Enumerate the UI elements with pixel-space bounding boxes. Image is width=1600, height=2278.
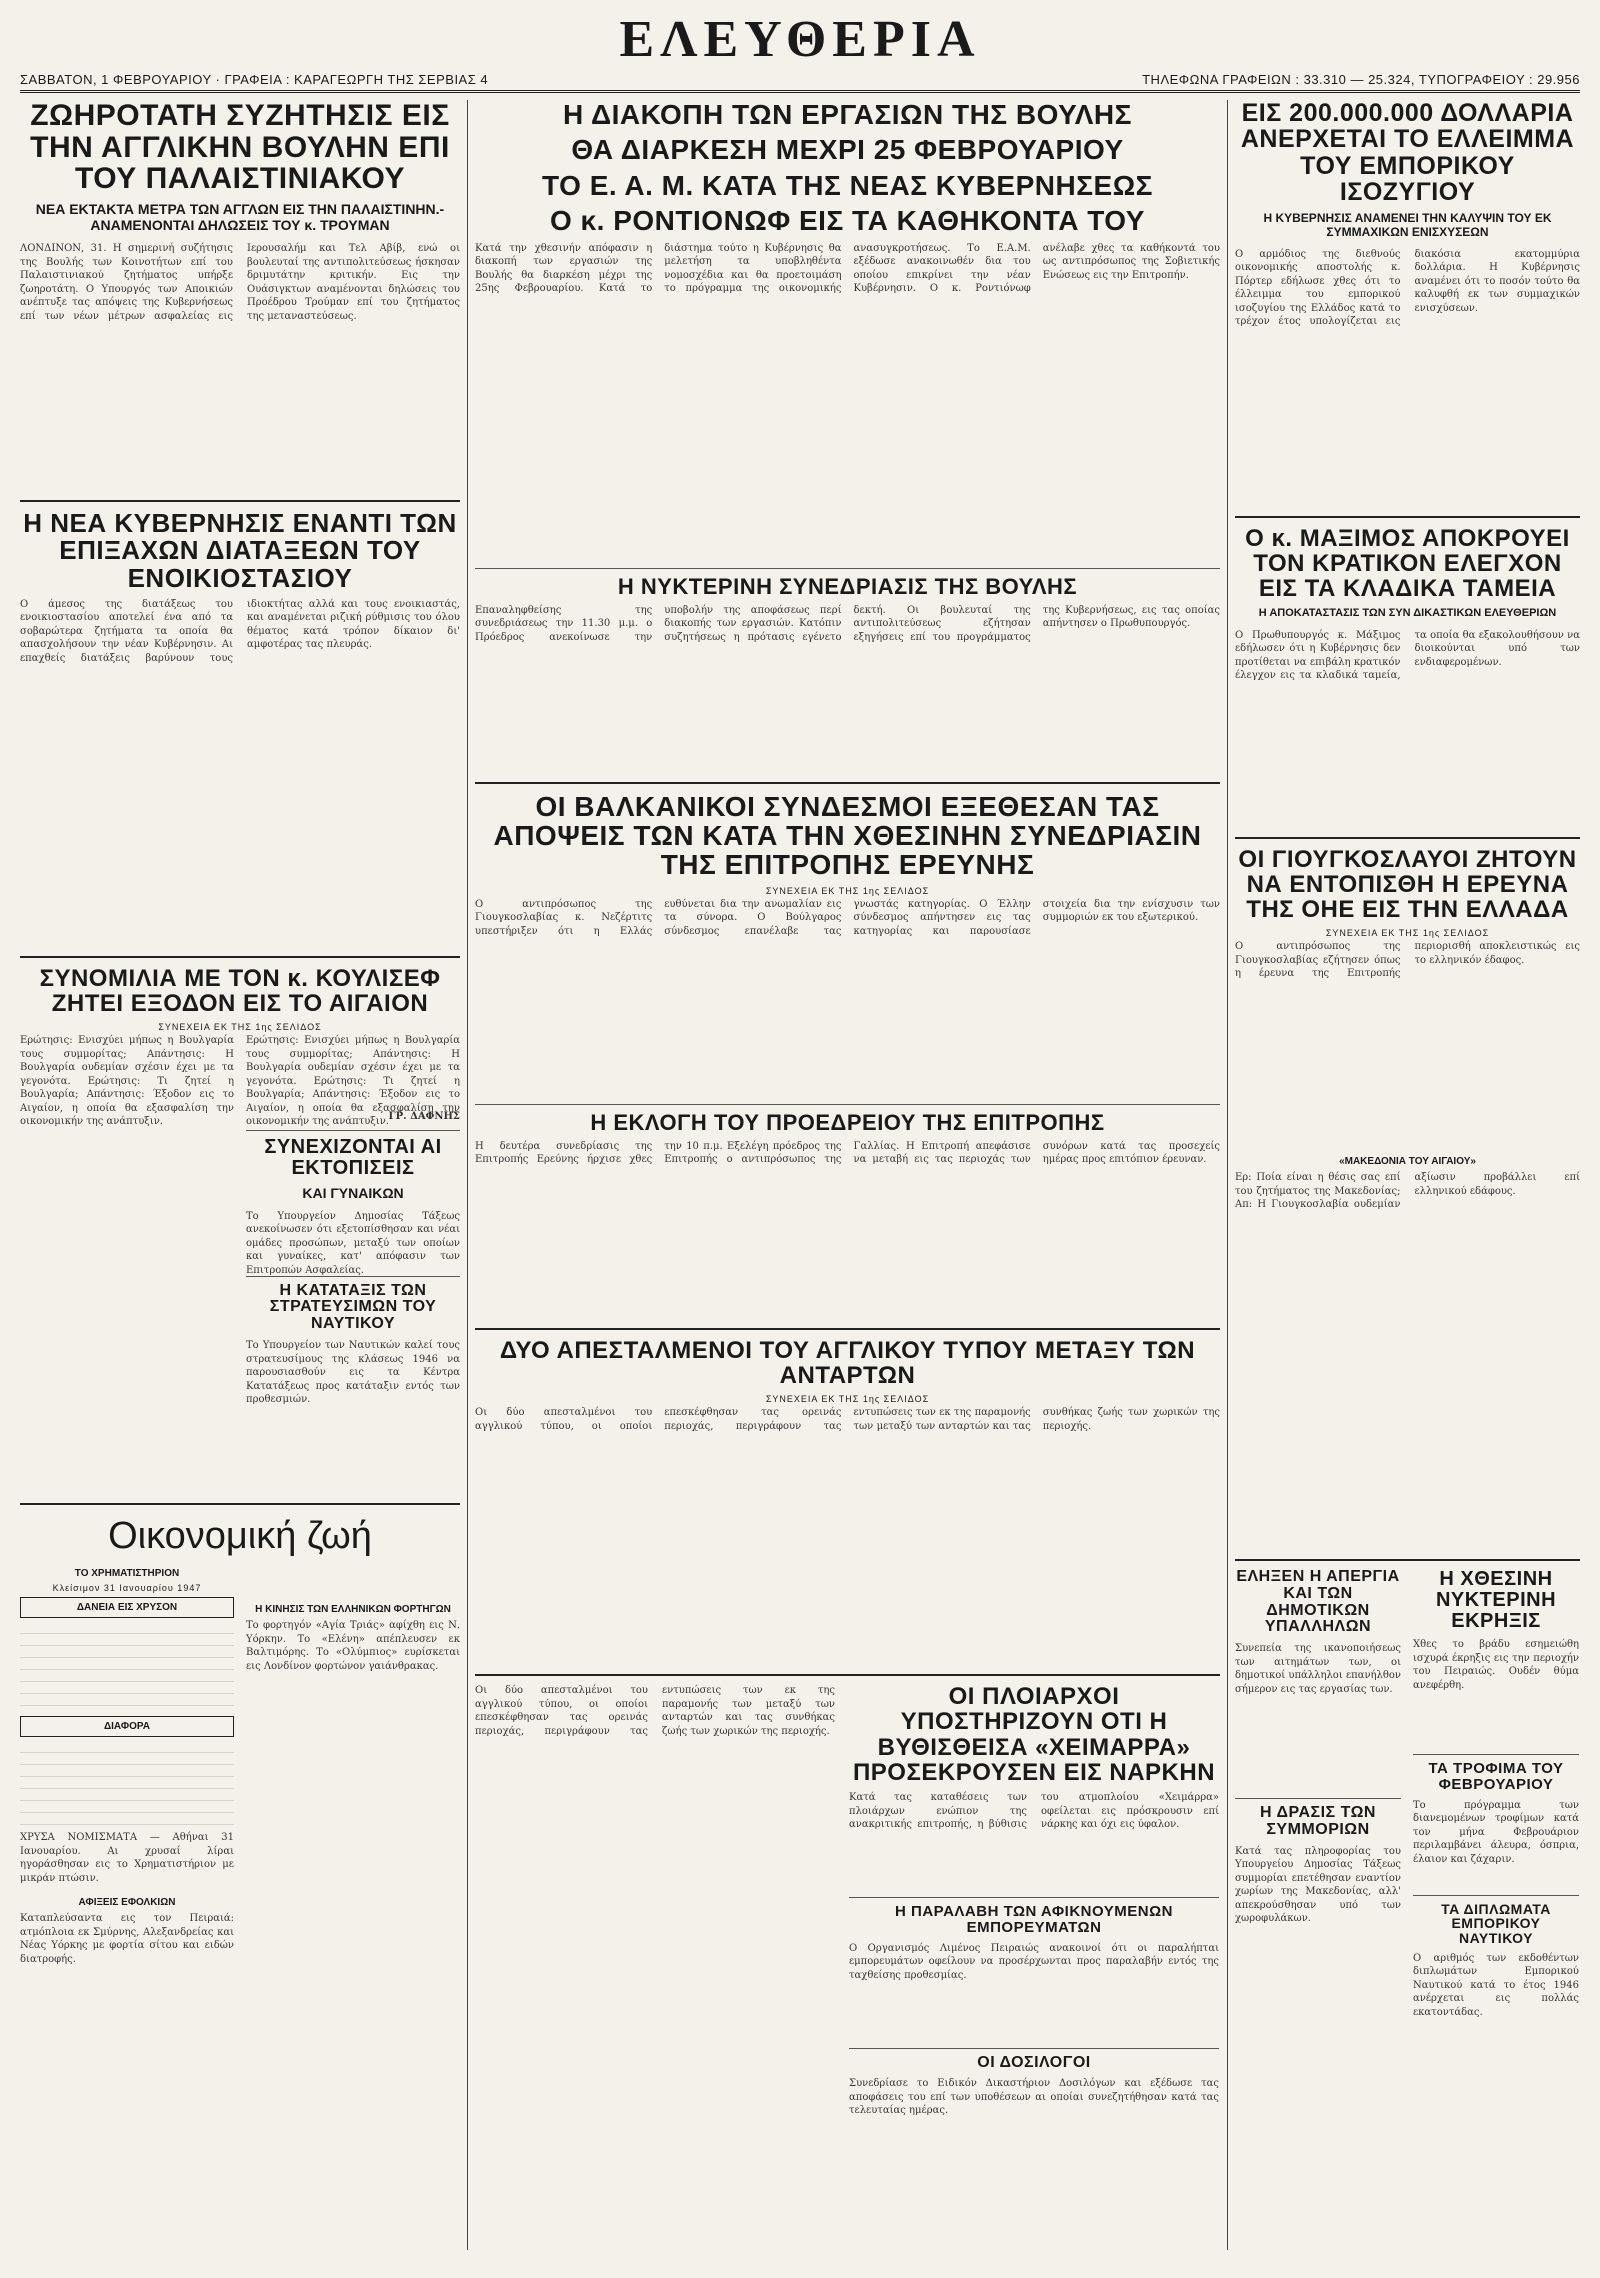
headline-maximos: Ο κ. ΜΑΞΙΜΟΣ ΑΠΟΚΡΟΥΕΙ ΤΟΝ ΚΡΑΤΙΚΟΝ ΕΛΕΓΧΟΝ ΕΙΣ ΤΑ ΚΛΑΔΙΚΑ ΤΑΜΕΙΑ [1245,524,1570,603]
byline: ΓΡ. ΔΑΦΝΗΣ [388,1111,460,1123]
misc-table [20,1741,234,1831]
article-british-reporters: Οι δύο απεσταλμένοι του αγγλικού τύπου, οι οποίοι επεσκέφθησαν τας ορεινάς περιοχάς, περιγράφουν τας εντυπώσεις των εκ της παραμονής των μεταξύ των ανταρτών και τας συνθήκας ζωής των χωρικών της περιοχής. [475,1407,1220,1432]
headline-committee-bureau: Η ΕΚΛΟΓΗ ΤΟΥ ΠΡΟΕΔΡΕΙΟΥ ΤΗΣ ΕΠΙΤΡΟΠΗΣ [590,1109,1105,1135]
article-gangs: Κατά τας πληροφορίας του Υπουργείου Δημοσίας Τάξεως συμμορίαι επετέθησαν εναντίον χωρίων της Μακεδονίας, αλλ' απεκρούσθησαν υπό των χωροφυλάκων. [1235,1845,1401,1925]
divider [20,956,460,958]
headline-navy-conscripts: Η ΚΑΤΑΤΑΞΙΣ ΤΩΝ ΣΤΡΑΤΕΥΣΙΜΩΝ ΤΟΥ ΝΑΥΤΙΚΟΥ [269,1281,437,1333]
article-deportations: Το Υπουργείον Δημοσίας Τάξεως ανεκοίνωσεν ότι εξετοπίσθησαν και νέαι ομάδες προσώπων, μεταξύ των οποίων και γυναίκες, κατ' απόφασιν των Επιτροπών Ασφαλείας. [246,1210,460,1276]
divider [475,782,1220,784]
stock-exchange-title: ΤΟ ΧΡΗΜΑΤΙΣΤΗΡΙΟΝ [74,1568,180,1580]
divider [1235,516,1580,518]
divider [475,1674,1220,1676]
subhead-maximos: Η ΑΠΟΚΑΤΑΣΤΑΣΙΣ ΤΩΝ ΣΥΝ ΔΙΚΑΣΤΙΚΩΝ ΕΛΕΥΘΕΡΙΩΝ [1258,607,1557,620]
masthead-date-address: ΣΑΒΒΑΤΟΝ, 1 ΦΕΒΡΟΥΑΡΙΟΥ · ΓΡΑΦΕΙΑ : ΚΑΡΑΓΕΩΡΓΗ ΤΗΣ ΣΕΡΒΙΑΣ 4 [20,72,489,87]
headline-kulishev: ΣΥΝΟΜΙΛΙΑ ΜΕ ΤΟΝ κ. ΚΟΥΛΙΣΕΦ ΖΗΤΕΙ ΕΞΟΔΟΝ ΕΙΣ ΤΟ ΑΙΓΑΙΟΝ [39,964,441,1018]
divider [20,1503,460,1505]
divider [1413,1895,1579,1896]
headline-trade-deficit: ΕΙΣ 200.000.000 ΔΟΛΛΑΡΙΑ ΑΝΕΡΧΕΤΑΙ ΤΟ ΕΛΛΕΙΜΜΑ ΤΟΥ ΕΜΠΟΡΙΚΟΥ ΙΣΟΖΥΓΙΟΥ [1240,99,1575,206]
article-committee-bureau: Η δευτέρα συνεδρίασις της Επιτροπής Ερεύνης ήρχισε χθες την 10 π.μ. Εξελέγη πρόεδρος της Επιτροπής ο αντιπρόσωπος της Γαλλίας. Η Επιτροπή απεφάσισε να μεταβή εις τας περιοχάς των συνόρων κατά τας προσεχείς ημέρας προς επιτόπιον έρευναν. [475,1140,1220,1166]
article-collaborators: Συνεδρίασε το Ειδικόν Δικαστήριον Δοσιλόγων και εξέδωσε τας αποφάσεις του επί των υποθέσεων αι οποίαι συνεζητήθησαν κατά τας τελευταίας ημέρας. [849,2078,1219,2117]
divider [475,568,1220,569]
headline-cheimarra: ΟΙ ΠΛΟΙΑΡΧΟΙ ΥΠΟΣΤΗΡΙΖΟΥΝ ΟΤΙ Η ΒΥΘΙΣΘΕΙΣΑ «ΧΕΙΜΑΡΡΑ» ΠΡΟΣΕΚΡΟΥΣΕΝ ΕΙΣ ΝΑΡΚΗΝ [852,1683,1216,1786]
divider [849,1897,1219,1898]
headline-food-rations: ΤΑ ΤΡΟΦΙΜΑ ΤΟΥ ΦΕΒΡΟΥΑΡΙΟΥ [1428,1760,1564,1793]
article-cheimarra: Κατά τας καταθέσεις των πλοιάρχων ενώπιον της ανακριτικής επιτροπής, η βύθισις του ατμοπλοίου «Χειμάρρα» οφείλεται εις πρόσκρουσιν επί νάρκης και όχι εις ύφαλον. [849,1792,1219,1831]
headline-strike: ΕΛΗΞΕΝ Η ΑΠΕΡΓΙΑ ΚΑΙ ΤΩΝ ΔΗΜΟΤΙΚΩΝ ΥΠΑΛΛΗΛΩΝ [1236,1568,1400,1636]
headline-goods-receipt: Η ΠΑΡΑΛΑΒΗ ΤΩΝ ΑΦΙΚΝΟΥΜΕΝΩΝ ΕΜΠΟΡΕΥΜΑΤΩΝ [895,1903,1173,1936]
divider [246,1130,460,1131]
divider [1235,837,1580,839]
subhead-palestine: ΝΕΑ ΕΚΤΑΚΤΑ ΜΕΤΡΑ ΤΩΝ ΑΓΓΛΩΝ ΕΙΣ ΤΗΝ ΠΑΛΑΙΣΤΙΝΗΝ.-ΑΝΑΜΕΝΟΝΤΑΙ ΔΗΛΩΣΕΙΣ ΤΟΥ κ. ΤΡΟΥΜΑΝ [35,200,445,234]
continued-label: ΣΥΝΕΧΕΙΑ ΕΚ ΤΗΣ 1ης ΣΕΛΙΔΟΣ [765,885,930,896]
freighters-movement: Το φορτηγόν «Αγία Τριάς» αφίχθη εις Ν. Υόρκην. Το «Ελένη» απέπλευσεν εκ Βαλτιμόρης. Το «Ολύμπιος» ευρίσκεται εις Λονδίνον φορτώνον γαιάνθρακας. [246,1620,460,1672]
divider [1235,1798,1401,1799]
headline-balkan-liaisons: ΟΙ ΒΑΛΚΑΝΙΚΟΙ ΣΥΝΔΕΣΜΟΙ ΕΞΕΘΕΣΑΝ ΤΑΣ ΑΠΟΨΕΙΣ ΤΩΝ ΚΑΤΑ ΤΗΝ ΧΘΕΣΙΝΗΝ ΣΥΝΕΔΡΙΑΣΙΝ ΤΗΣ ΕΠΙΤΡΟΠΗΣ ΕΡΕΥΝΗΣ [493,790,1202,881]
newspaper-title: ΕΛΕΥΘΕΡΙΑ [619,11,981,68]
article-kulishev: Ερώτησις: Ενισχύει μήπως η Βουλγαρία τους συμμορίτας; Απάντησις: Η Βουλγαρία ουδεμίαν σχέσιν έχει με τα γεγονότα. Ερώτησις: Τι ζητεί η Βουλγαρία; Απάντησις: Έξοδον εις το Αιγαίον, η οποία θα εξασφαλίση την οικονομικήν της ανάπτυξιν. [20,1035,234,1128]
headline-rent-control: Η ΝΕΑ ΚΥΒΕΡΝΗΣΙΣ ΕΝΑΝΤΙ ΤΩΝ ΕΠΙΞΑΧΩΝ ΔΙΑΤΑΞΕΩΝ ΤΟΥ ΕΝΟΙΚΙΟΣΤΑΣΙΟΥ [23,508,457,593]
continued-label: ΣΥΝΕΧΕΙΑ ΕΚ ΤΗΣ 1ης ΣΕΛΙΔΟΣ [1325,928,1490,939]
article-maximos: Ο Πρωθυπουργός κ. Μάξιμος εδήλωσεν ότι η Κυβέρνησις δεν προτίθεται να επιβάλη κρατικόν έλεγχον εις τα κλαδικά ταμεία, τα οποία θα εξακολουθήσουν να διοικούνται υπό των ενδιαφερομένων. [1235,629,1580,682]
subhead-trade-deficit: Η ΚΥΒΕΡΝΗΣΙΣ ΑΝΑΜΕΝΕΙ ΤΗΝ ΚΑΛΥΨΙΝ ΤΟΥ ΕΚ ΣΥΜΜΑΧΙΚΩΝ ΕΝΙΣΧΥΣΕΩΝ [1263,211,1552,240]
gold-loans-table [20,1622,234,1712]
main-article: Κατά την χθεσινήν απόφασιν η διακοπή των εργασιών της Βουλής θα διαρκέση μέχρι της 25ης Φεβρουαρίου. Κατά το διάστημα τούτο η Κυβέρνησις θα μελετήση τα υποβληθέντα νομοσχέδια και θα προετοιμάση το πρόγραμμα της οικονομικής ανασυγκροτήσεως. Το Ε.Α.Μ. εξέδωσε ανακοινωθέν δια του οποίου επικρίνει την νέαν Κυβέρνησιν. Ο κ. Ροντιόνωφ ανέλαβε χθες τα καθήκοντά του ως αντιπρόσωπος της Σοβιετικής Ενώσεως εις την Επιτροπήν. [475,242,1220,295]
headline-explosion: Η ΧΘΕΣΙΝΗ ΝΥΚΤΕΡΙΝΗ ΕΚΡΗΞΙΣ [1435,1568,1557,1633]
article-strike: Συνεπεία της ικανοποιήσεως των αιτημάτων των, οι δημοτικοί υπάλληλοι επανήλθον σήμερον εις τας εργασίας των. [1235,1643,1401,1695]
headline-diplomas: ΤΑ ΔΙΠΛΩΜΑΤΑ ΕΜΠΟΡΙΚΟΥ ΝΑΥΤΙΚΟΥ [1441,1900,1551,1946]
article-navy-conscripts: Το Υπουργείον των Ναυτικών καλεί τους στρατευσίμους της κλάσεως 1946 να παρουσιασθούν εις τα Κέντρα Κατατάξεως προς κατάταξιν εντός των προθεσμιών. [246,1340,460,1406]
continued-label: ΣΥΝΕΧΕΙΑ ΕΚ ΤΗΣ 1ης ΣΕΛΙΔΟΣ [158,1022,322,1033]
headline-yugoslavs: ΟΙ ΓΙΟΥΓΚΟΣΛΑΥΟΙ ΖΗΤΟΥΝ ΝΑ ΕΝΤΟΠΙΣΘΗ Η ΕΡΕΥΝΑ ΤΗΣ ΟΗΕ ΕΙΣ ΤΗΝ ΕΛΛΑΔΑ [1238,845,1577,923]
gold-coins-note: ΧΡΥΣΑ ΝΟΜΙΣΜΑΤΑ — Αθήναι 31 Ιανουαρίου. Αι χρυσαί λίραι ηγοράσθησαν εις το Χρηματιστήριον με μικράν πτώσιν. [20,1832,234,1884]
column-right [1235,100,1580,2111]
ship-arrivals: Καταπλεύσαντα εις τον Πειραιά: ατμόπλοια εκ Σμύρνης, Αλεξανδρείας και Νέας Υόρκης με φορτία σίτου και ειδών διατροφής. [20,1913,234,1965]
divider [1235,1559,1580,1561]
masthead [20,10,1580,93]
misc-table-title: ΔΙΑΦΟΡΑ [20,1716,234,1737]
article-rent-control: Ο άμεσος της διατάξεως του ενοικιοστασίου αποτελεί ένα από τα σοβαρώτερα ζητήματα τα οποία θα απασχολήσουν την νέαν Κυβέρνησιν. Αι επαχθείς διατάξεις βαρύνουν τους ιδιοκτήτας αλλά και τους ενοικιαστάς, και αναμένεται ριζική ρύθμισις του όλου θέματος κατά τρόπον δίκαιον δι' αμφοτέρας τας πλευράς. [20,598,460,664]
main-headline-3: ΤΟ Ε. Α. Μ. ΚΑΤΑ ΤΗΣ ΝΕΑΣ ΚΥΒΕΡΝΗΣΕΩΣ [542,169,1153,201]
main-headline-1: Η ΔΙΑΚΟΠΗ ΤΩΝ ΕΡΓΑΣΙΩΝ ΤΗΣ ΒΟΥΛΗΣ [563,99,1132,130]
article-macedonia: Ερ: Ποία είναι η θέσις σας επί του ζητήματος της Μακεδονίας; Απ: Η Γιουγκοσλαβία ουδεμίαν αξίωσιν προβάλλει επί ελληνικού εδάφους. [1235,1172,1580,1211]
column-center [475,100,1220,2163]
headline-gangs: Η ΔΡΑΣΙΣ ΤΩΝ ΣΥΜΜΟΡΙΩΝ [1260,1804,1376,1839]
masthead-phones: ΤΗΛΕΦΩΝΑ ΓΡΑΦΕΙΩΝ : 33.310 — 25.324, ΤΥΠΟΓΡΑΦΕΙΟΥ : 29.956 [1142,72,1580,87]
article-kulishev-cont: Ερώτησις: Ενισχύει μήπως η Βουλγαρία τους συμμορίτας; Απάντησις: Η Βουλγαρία ουδεμίαν σχέσιν έχει με τα γεγονότα. Ερώτησις: Τι ζητεί η Βουλγαρία; Απάντησις: Έξοδον εις το Αιγαίον, η οποία θα εξασφαλίση την οικονομικήν της ανάπτυξιν. [246,1035,460,1128]
subhead-deportations: ΚΑΙ ΓΥΝΑΙΚΩΝ [302,1184,404,1201]
article-diplomas: Ο αριθμός των εκδοθέντων διπλωμάτων Εμπορικού Ναυτικού κατά το έτος 1946 ανέρχεται εις πολλάς εκατοντάδας. [1413,1952,1579,2018]
headline-collaborators: ΟΙ ΔΟΣΙΛΟΓΟΙ [977,2053,1091,2071]
divider [475,1104,1220,1105]
article-food-rations: Το πρόγραμμα των διανεμομένων τροφίμων κατά τον μήνα Φεβρουάριον περιλαμβάνει άλευρα, όσπρια, έλαιον και ζάχαριν. [1413,1799,1579,1865]
headline-british-reporters: ΔΥΟ ΑΠΕΣΤΑΛΜΕΝΟΙ ΤΟΥ ΑΓΓΛΙΚΟΥ ΤΥΠΟΥ ΜΕΤΑΞΥ ΤΩΝ ΑΝΤΑΡΤΩΝ [499,1336,1196,1390]
divider [475,1328,1220,1330]
main-headline-2: ΘΑ ΔΙΑΡΚΕΣΗ ΜΕΧΡΙ 25 ΦΕΒΡΟΥΑΡΙΟΥ [571,134,1124,166]
divider [1413,1754,1579,1755]
headline-night-session: Η ΝΥΚΤΕΡΙΝΗ ΣΥΝΕΔΡΙΑΣΙΣ ΤΗΣ ΒΟΥΛΗΣ [617,573,1078,599]
article-goods-receipt: Ο Οργανισμός Λιμένος Πειραιώς ανακοινοί ότι οι παραλήπται εμπορευμάτων οφείλουν να προσέρχωνται προς παραλαβήν εντός της ταχθείσης προθεσμίας. [849,1942,1219,1981]
headline-palestine: ΖΩΗΡΟΤΑΤΗ ΣΥΖΗΤΗΣΙΣ ΕΙΣ ΤΗΝ ΑΓΓΛΙΚΗΝ ΒΟΥΛΗΝ ΕΠΙ ΤΟΥ ΠΑΛΑΙΣΤΙΝΙΑΚΟΥ [30,99,450,195]
article-trade-deficit: Ο αρμόδιος της διεθνούς οικονομικής αποστολής κ. Πόρτερ εδήλωσε χθες ότι το έλλειμμα του εμπορικού ισοζυγίου της Ελλάδος κατά το τρέχον έτος υπολογίζεται εις διακόσια εκατομμύρια δολλάρια. Η Κυβέρνησις αναμένει ότι το ποσόν τούτο θα καλυφθή εκ των συμμαχικών ενισχύσεων. [1235,248,1580,328]
article-palestine: ΛΟΝΔΙΝΟΝ, 31. Η σημερινή συζήτησις της Βουλής των Κοινοτήτων επί του Παλαιστινιακού ζητήματος υπήρξε ζωηροτάτη. Ο Υπουργός των Αποικιών ανέπτυξε τας απόψεις της Κυβερνήσεως επί των νέων μέτρων ασφαλείας εις Ιερουσαλήμ και Τελ Αβίβ, ενώ οι βουλευταί της αντιπολιτεύσεως ήσκησαν δριμυτάτην κριτικήν. Εις την Ουάσιγκτων αναμένονται δηλώσεις του Προέδρου Τρούμαν επί του ζητήματος της μεταναστεύσεως. [20,243,460,322]
divider [20,500,460,502]
continued-label: ΣΥΝΕΧΕΙΑ ΕΚ ΤΗΣ 1ης ΣΕΛΙΔΟΣ [765,1394,930,1405]
article-british-reporters-cont: Οι δύο απεσταλμένοι του αγγλικού τύπου, οι οποίοι επεσκέφθησαν τας ορεινάς περιοχάς, περιγράφουν τας εντυπώσεις των εκ της παραμονής των μεταξύ των ανταρτών και τας συνθήκας ζωής των χωρικών της περιοχής. [475,1685,835,1737]
column-left [20,100,460,2008]
gold-loans-table-title: ΔΑΝΕΙΑ ΕΙΣ ΧΡΥΣΟΝ [20,1597,234,1618]
article-yugoslavs: Ο αντιπρόσωπος της Γιουγκοσλαβίας εζήτησεν όπως η έρευνα της Επιτροπής περιορισθή αποκλειστικώς εις το ελληνικόν έδαφος. [1235,941,1580,980]
section-title-economy: Οικονομική ζωή [108,1515,372,1558]
main-headline-4: Ο κ. ΡΟΝΤΙΟΝΩΦ ΕΙΣ ΤΑ ΚΑΘΗΚΟΝΤΑ ΤΟΥ [550,205,1145,237]
ship-arrivals-title: ΑΦΙΞΕΙΣ ΕΦΟΛΚΙΩΝ [78,1897,176,1909]
column-rule [467,100,468,2250]
article-night-session: Επαναληφθείσης της συνεδριάσεως την 11.30 μ.μ. ο Πρόεδρος ανεκοίνωσε την υποβολήν της αποφάσεως περί διακοπής των εργασιών. Κατόπιν συζητήσεως η πρότασις εγένετο δεκτή. Οι βουλευταί της αντιπολιτεύσεως εζήτησαν εξηγήσεις επί του προγράμματος της Κυβερνήσεως, εις τας οποίας απήντησεν ο Πρωθυπουργός. [475,604,1220,643]
freighters-title: Η ΚΙΝΗΣΙΣ ΤΩΝ ΕΛΛΗΝΙΚΩΝ ΦΟΡΤΗΓΩΝ [255,1604,451,1616]
headline-deportations: ΣΥΝΕΧΙΖΟΝΤΑΙ ΑΙ ΕΚΤΟΠΙΣΕΙΣ [264,1135,442,1179]
column-rule [1227,100,1228,2250]
stock-exchange-date: Κλείσιμον 31 Ιανουαρίου 1947 [52,1583,202,1594]
article-explosion: Χθες το βράδυ εσημειώθη ισχυρά έκρηξις εις την περιοχήν του Πειραιώς. Ουδέν θύμα ανεφέρθη. [1413,1639,1579,1691]
inner-heading-macedonia: «ΜΑΚΕΔΟΝΙΑ ΤΟΥ ΑΙΓΑΙΟΥ» [1339,1156,1476,1168]
article-balkan-liaisons: Ο αντιπρόσωπος της Γιουγκοσλαβίας κ. Νεζέρτιτς υπεστήριξεν ότι η Ελλάς ευθύνεται δια την ανωμαλίαν εις τα σύνορα. Ο Βούλγαρος σύνδεσμος επανέλαβε τας γνωστάς κατηγορίας. Ο Έλλην σύνδεσμος απήντησεν εις τας κατηγορίας και παρουσίασε στοιχεία δια την ενίσχυσιν των συμμοριών εκ του εξωτερικού. [475,898,1220,937]
divider [849,2048,1219,2049]
